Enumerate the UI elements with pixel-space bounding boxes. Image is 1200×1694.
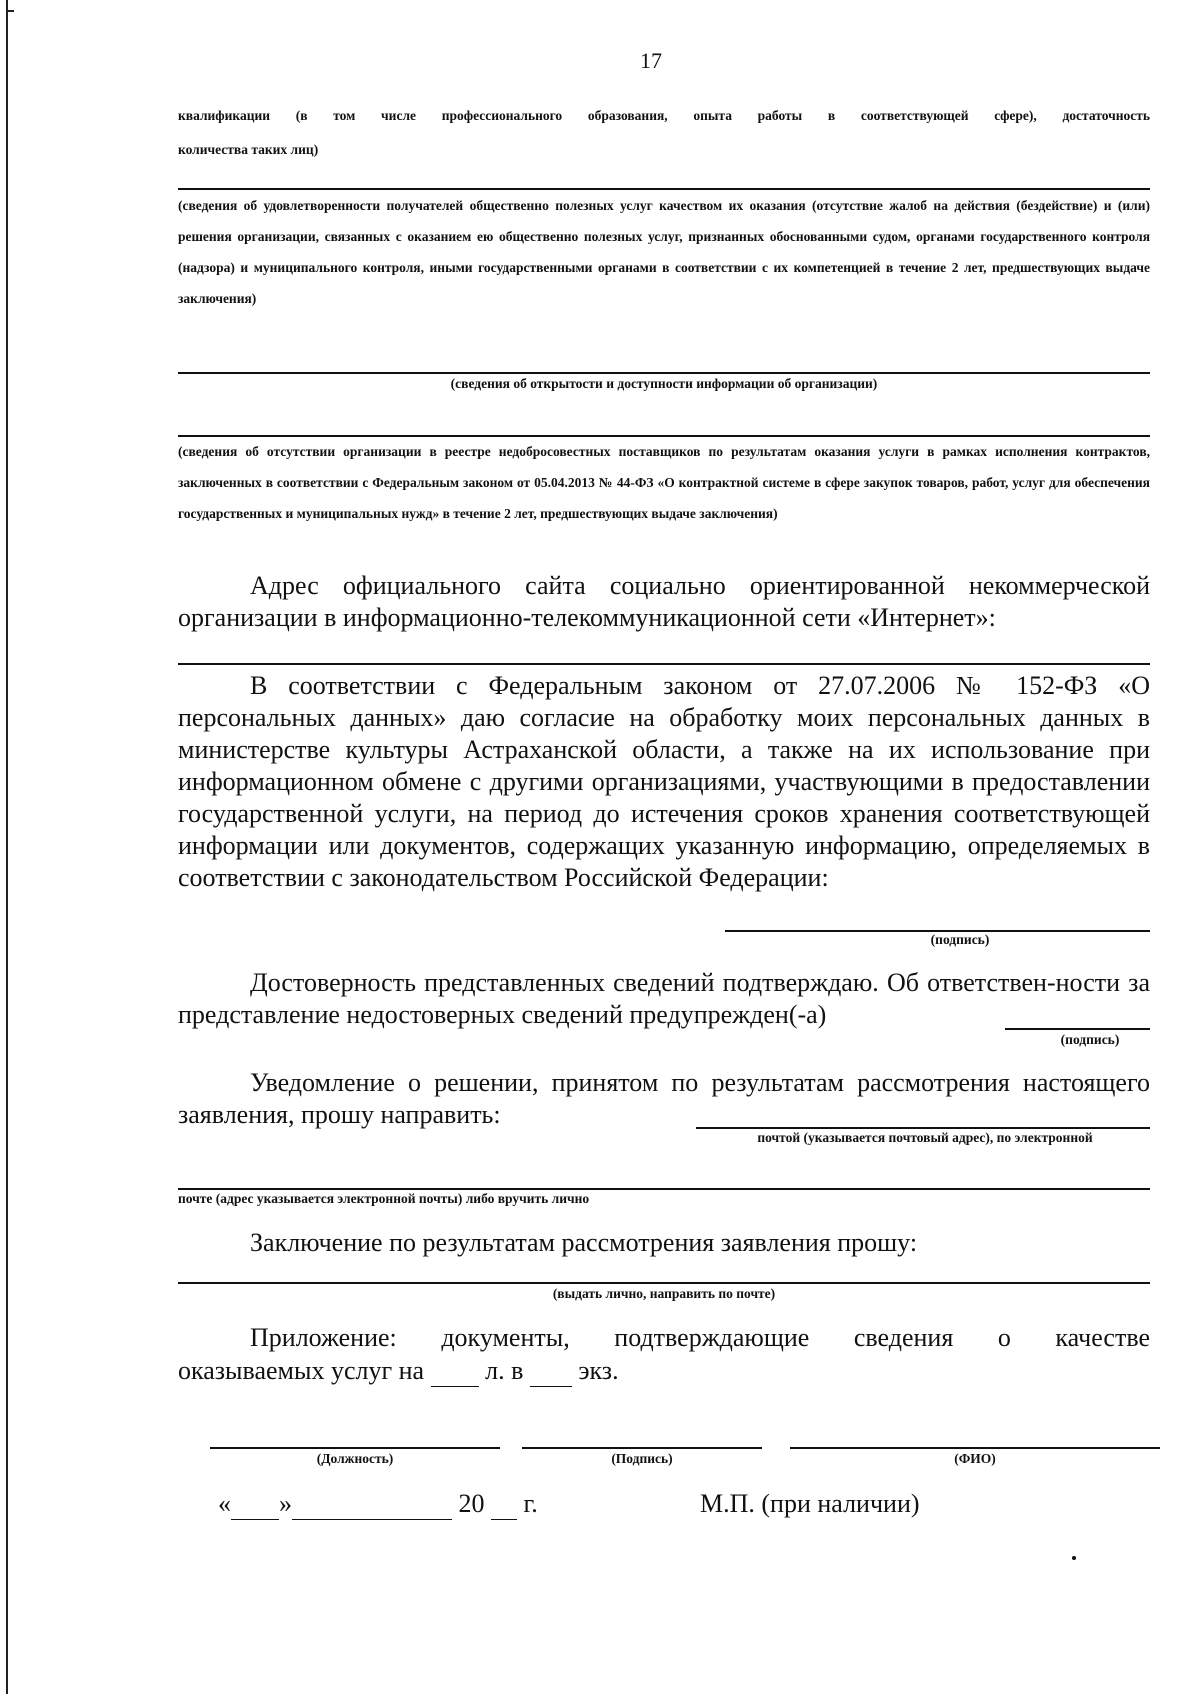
year-prefix: 20 <box>458 1489 485 1518</box>
attachment-mid: л. в <box>485 1356 524 1385</box>
sheet-count-field[interactable] <box>431 1362 479 1387</box>
reliability-signature-caption: (подпись) <box>1060 1032 1120 1047</box>
openness-note: (сведения об открытости и доступности информации об организации) <box>450 376 878 391</box>
name-caption: (ФИО) <box>954 1451 996 1466</box>
consent-signature-caption: (подпись) <box>930 932 990 947</box>
attachment-line-1: Приложение: документы, подтверждающие сведения о качестве <box>250 1323 1150 1352</box>
copy-count-field[interactable] <box>530 1362 572 1387</box>
page-number: 17 <box>640 48 662 73</box>
date-open-quote: « <box>218 1489 231 1518</box>
website-field-line <box>178 663 1150 665</box>
consent-paragraph: В соответствии с Федеральным законом от 27.07.2006 № 152-ФЗ «О персональных данных» даю согласие на обработку моих персональных данных в министерстве культуры Астраханской области, а также на их использование при информационном обмене с другими организациями, участвующими в предоставлении государственной услуги, на период до истечения сроков хранения соответствующей информации или документов, содержащих указанную информацию, определяемых в соответствии с законодательством Российской Федерации: <box>178 671 1150 892</box>
reliability-paragraph: Достоверность представленных сведений подтверждаю. Об ответствен-ности за представление недостоверных сведений предупрежден(-а) <box>178 968 1150 1029</box>
day-field[interactable] <box>231 1495 279 1520</box>
month-field[interactable] <box>292 1495 452 1520</box>
scan-edge-tick <box>6 10 14 12</box>
registry-note: (сведения об отсутствии организации в реестре недобросовестных поставщиков по результатам оказания услуги в рамках исполнения контрактов, заключенных в соответствии с Федеральным законом от 05.04.2013 № 44-ФЗ «О контрактной системе в сфере закупок товаров, работ, услуг для обеспечения государственных и муниципальных нужд» в течение 2 лет, предшествующих выдаче заключения) <box>178 444 1150 521</box>
notification-caption-2: почте (адрес указывается электронной почты) либо вручить лично <box>178 1191 590 1206</box>
notification-paragraph: Уведомление о решении, принятом по результатам рассмотрения настоящего заявления, прошу направить: <box>178 1068 1150 1129</box>
conclusion-paragraph: Заключение по результатам рассмотрения заявления прошу: <box>250 1228 918 1257</box>
stamp-label: М.П. (при наличии) <box>700 1489 920 1518</box>
attachment-prefix: оказываемых услуг на <box>178 1356 425 1385</box>
notification-caption-1: почтой (указывается почтовый адрес), по электронной <box>757 1130 1093 1145</box>
notification-field-line-2 <box>178 1188 1150 1190</box>
qualification-line-2: количества таких лиц) <box>178 142 319 157</box>
date-line <box>218 1488 538 1520</box>
notification-field-line <box>696 1127 1150 1129</box>
year-field[interactable] <box>491 1495 517 1520</box>
attachment-line-2 <box>178 1355 1150 1387</box>
reliability-signature-line <box>1005 1028 1150 1030</box>
conclusion-field-line <box>178 1282 1150 1284</box>
name-field-line <box>790 1447 1160 1449</box>
position-caption: (Должность) <box>316 1451 394 1466</box>
openness-field-line <box>178 372 1150 374</box>
signature-caption: (Подпись) <box>611 1451 673 1466</box>
date-close-quote: » <box>279 1489 292 1518</box>
attachment-suffix: экз. <box>578 1356 619 1385</box>
complaints-note: (сведения об удовлетворенности получателей общественно полезных услуг качеством их оказания (отсутствие жалоб на действия (бездействие) и (или) решения организации, связанных с оказанием ею общественно полезных услуг, признанных обоснованными судом, органами государственного контроля (надзора) и муниципального контроля, иными государственными органами в соответствии с их компетенцией в течение 2 лет, предшествующих выдаче заключения) <box>178 198 1150 306</box>
website-paragraph: Адрес официального сайта социально ориентированной некоммерческой организации в информационно-телекоммуникационной сети «Интернет»: <box>178 571 1150 632</box>
qualification-line-1: квалификации (в том числе профессионального образования, опыта работы в соответствующей сфере), достаточность <box>178 108 1150 123</box>
scan-edge-line <box>6 0 8 1694</box>
conclusion-caption: (выдать лично, направить по почте) <box>552 1286 776 1301</box>
signature-field-line <box>522 1447 762 1449</box>
year-suffix: г. <box>523 1489 538 1518</box>
position-field-line <box>210 1447 500 1449</box>
attachment-paragraph <box>178 1322 1150 1354</box>
scan-speck <box>1072 1556 1076 1560</box>
